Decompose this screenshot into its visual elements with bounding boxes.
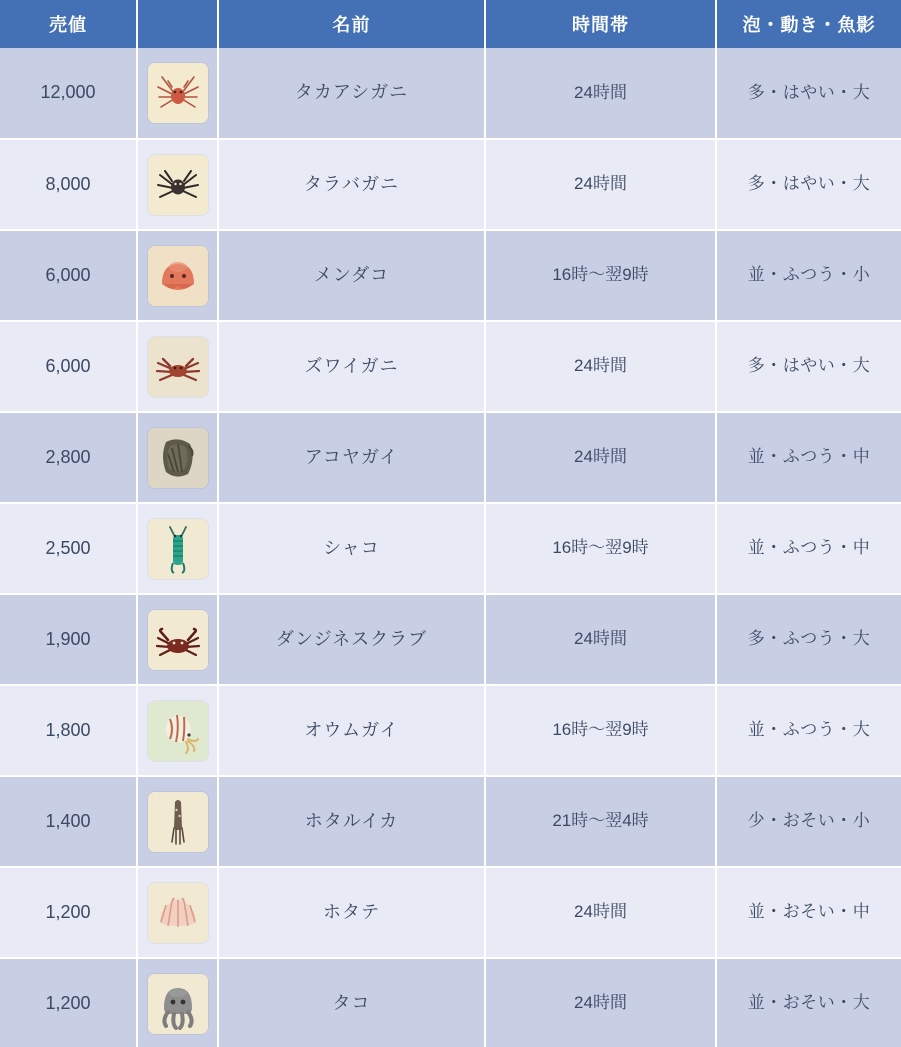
table-row xyxy=(0,230,901,321)
header-name-label: 名前 xyxy=(332,15,371,35)
cell-price: 2,500 xyxy=(0,503,137,594)
cell-name: ダンジネスクラブ xyxy=(218,594,485,685)
mendako-icon xyxy=(148,246,208,306)
table-row xyxy=(0,958,901,1047)
cell-icon xyxy=(137,685,218,776)
header-time xyxy=(485,0,716,48)
zuwaigani-icon xyxy=(148,337,208,397)
cell-time: 21時〜翌4時 xyxy=(485,776,716,867)
cell-price: 1,900 xyxy=(0,594,137,685)
header-time-label: 時間帯 xyxy=(572,15,629,35)
header-traits xyxy=(716,0,901,48)
cell-icon xyxy=(137,958,218,1047)
cell-time: 16時〜翌9時 xyxy=(485,503,716,594)
tako-icon xyxy=(148,974,208,1034)
cell-price: 8,000 xyxy=(0,139,137,230)
cell-traits: 並・ふつう・中 xyxy=(716,503,901,594)
cell-name: タコ xyxy=(218,958,485,1047)
cell-traits: 多・はやい・大 xyxy=(716,321,901,412)
cell-icon xyxy=(137,594,218,685)
cell-name: オウムガイ xyxy=(218,685,485,776)
header-name xyxy=(218,0,485,48)
cell-price: 1,200 xyxy=(0,958,137,1047)
header-price-label: 売値 xyxy=(49,15,87,35)
takaashigani-icon xyxy=(148,63,208,123)
cell-time: 16時〜翌9時 xyxy=(485,685,716,776)
header-traits-label: 泡・動き・魚影 xyxy=(742,15,876,35)
cell-name: ホタルイカ xyxy=(218,776,485,867)
cell-traits: 並・ふつう・小 xyxy=(716,230,901,321)
cell-icon xyxy=(137,321,218,412)
cell-name: ズワイガニ xyxy=(218,321,485,412)
akoyagai-icon xyxy=(148,428,208,488)
cell-traits: 少・おそい・小 xyxy=(716,776,901,867)
cell-icon xyxy=(137,230,218,321)
cell-icon xyxy=(137,412,218,503)
cell-name: アコヤガイ xyxy=(218,412,485,503)
table-row xyxy=(0,503,901,594)
cell-name: タカアシガニ xyxy=(218,48,485,139)
table-row xyxy=(0,321,901,412)
cell-traits: 並・ふつう・中 xyxy=(716,412,901,503)
cell-icon xyxy=(137,776,218,867)
cell-name: タラバガニ xyxy=(218,139,485,230)
cell-traits: 並・ふつう・大 xyxy=(716,685,901,776)
cell-price: 2,800 xyxy=(0,412,137,503)
hotate-icon xyxy=(148,883,208,943)
cell-traits: 並・おそい・中 xyxy=(716,867,901,958)
table-row xyxy=(0,48,901,139)
header-price xyxy=(0,0,137,48)
table-row xyxy=(0,776,901,867)
header-row xyxy=(0,0,901,48)
cell-price: 1,200 xyxy=(0,867,137,958)
table-row xyxy=(0,139,901,230)
cell-icon xyxy=(137,503,218,594)
oumugai-icon xyxy=(148,701,208,761)
cell-name: メンダコ xyxy=(218,230,485,321)
cell-traits: 多・はやい・大 xyxy=(716,139,901,230)
cell-time: 24時間 xyxy=(485,321,716,412)
cell-icon xyxy=(137,48,218,139)
table-body xyxy=(0,48,901,1047)
cell-time: 24時間 xyxy=(485,139,716,230)
cell-traits: 多・ふつう・大 xyxy=(716,594,901,685)
table-row xyxy=(0,685,901,776)
cell-price: 1,800 xyxy=(0,685,137,776)
cell-time: 24時間 xyxy=(485,594,716,685)
table-header xyxy=(0,0,901,48)
header-icon xyxy=(137,0,218,48)
cell-traits: 並・おそい・大 xyxy=(716,958,901,1047)
cell-time: 24時間 xyxy=(485,48,716,139)
cell-price: 6,000 xyxy=(0,321,137,412)
tarabagani-icon xyxy=(148,155,208,215)
cell-icon xyxy=(137,139,218,230)
dungeness-crab-icon xyxy=(148,610,208,670)
table-row xyxy=(0,412,901,503)
cell-name: ホタテ xyxy=(218,867,485,958)
cell-traits: 多・はやい・大 xyxy=(716,48,901,139)
cell-time: 24時間 xyxy=(485,958,716,1047)
hotaruika-icon xyxy=(148,792,208,852)
shako-icon xyxy=(148,519,208,579)
cell-price: 6,000 xyxy=(0,230,137,321)
cell-time: 24時間 xyxy=(485,412,716,503)
cell-time: 16時〜翌9時 xyxy=(485,230,716,321)
cell-price: 1,400 xyxy=(0,776,137,867)
table-row xyxy=(0,867,901,958)
table-row xyxy=(0,594,901,685)
cell-time: 24時間 xyxy=(485,867,716,958)
cell-price: 12,000 xyxy=(0,48,137,139)
cell-icon xyxy=(137,867,218,958)
cell-name: シャコ xyxy=(218,503,485,594)
